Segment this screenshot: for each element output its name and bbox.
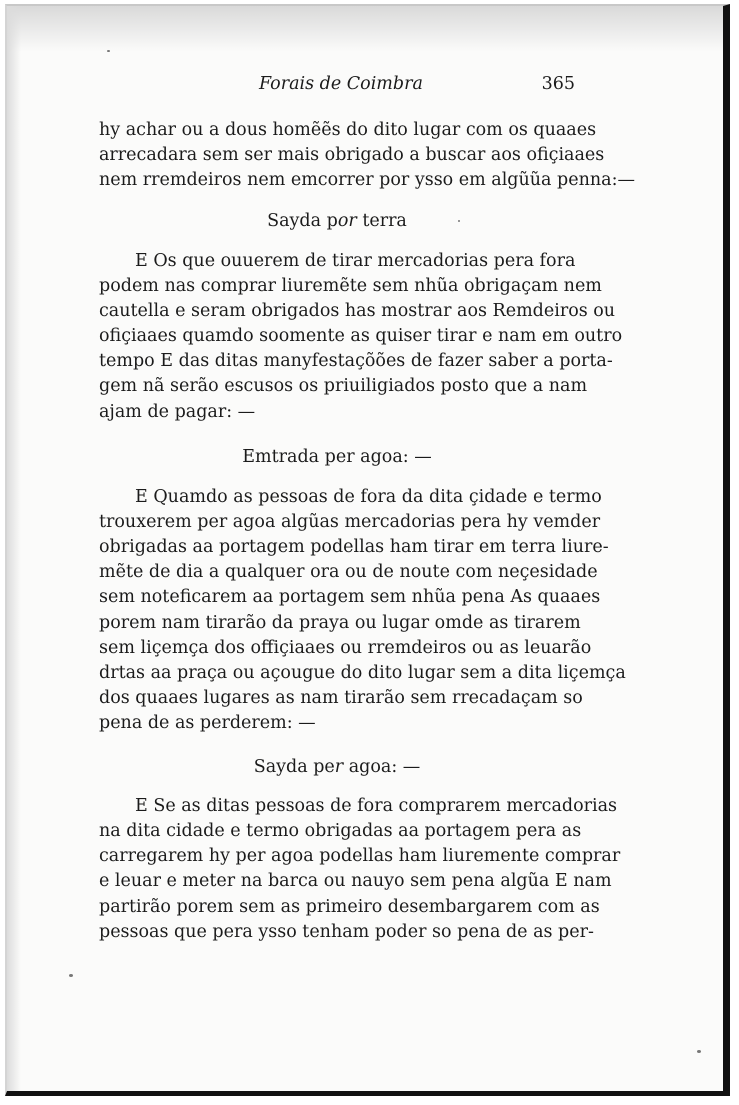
text-line: e leuar e meter na barca ou nauyo sem pena algũa E nam	[99, 871, 612, 891]
text-line: hy achar ou a dous homẽẽs do dito lugar com os quaaes	[99, 120, 597, 140]
text-line: nem rremdeiros nem emcorrer por ysso em algũũa penna:—	[99, 170, 635, 190]
text-line: dos quaaes lugares as nam tirarão sem rrecadaçam so	[99, 688, 583, 708]
heading-italic-text: or	[337, 211, 357, 231]
text-line: gem nã serão escusos os priuiligiados posto que a nam	[99, 376, 588, 396]
text-line: partirão porem sem as primeiro desembargarem com as	[99, 897, 600, 917]
section-heading	[99, 211, 575, 231]
heading-italic-text: r	[334, 757, 344, 777]
running-title: Forais de Coimbra	[259, 74, 423, 94]
scan-shadow-left	[7, 6, 21, 1091]
text-line: ajam de pagar: —	[99, 402, 256, 422]
text-line: mẽte de dia a qualquer ora ou de noute com neçesidade	[99, 562, 598, 582]
heading-text: Sayda p	[267, 211, 338, 231]
text-line: E Quamdo as pessoas de fora da dita çidade e termo	[135, 487, 602, 507]
text-line: carregarem hy per agoa podellas ham liuremente comprar	[99, 846, 621, 866]
heading-text: Sayda pe	[253, 757, 335, 777]
text-line: porem nam tirarão da praya ou lugar omde as tirarem	[99, 613, 581, 633]
scan-speck	[107, 50, 110, 52]
scan-speck	[697, 1050, 701, 1053]
section-heading: Emtrada per agoa: —	[242, 447, 432, 467]
text-line: trouxerem per agoa algũas mercadorias pera hy vemder	[99, 512, 601, 532]
scan-shadow-top	[7, 6, 723, 52]
section-heading	[99, 757, 575, 777]
text-line: sem noteficarem aa portagem sem nhũa pena As quaaes	[99, 587, 601, 607]
heading-text: terra	[356, 211, 407, 231]
text-line: na dita cidade e termo obrigadas aa portagem pera as	[99, 821, 582, 841]
text-line: tempo E das ditas manyfestaçõões de fazer saber a porta-	[99, 351, 613, 371]
text-line: podem nas comprar liuremẽte sem nhũa obrigaçam nem	[99, 276, 602, 296]
text-line: obrigadas aa portagem podellas ham tirar em terra liure-	[99, 537, 609, 557]
scan-speck	[69, 974, 73, 977]
page-number: 365	[541, 74, 575, 94]
text-line: drtas aa praça ou açougue do dito lugar sem a dita liçemça	[99, 663, 626, 683]
text-line: sem liçemça dos offiçiaaes ou rremdeiros ou as leuarão	[99, 638, 592, 658]
text-line: E Se as ditas pessoas de fora comprarem mercadorias	[135, 796, 618, 816]
text-line: pena de as perderem: —	[99, 713, 316, 733]
heading-text: agoa: —	[343, 757, 421, 777]
text-line: arrecadara sem ser mais obrigado a buscar aos ofiçiaaes	[99, 145, 605, 165]
text-line: E Os que ouuerem de tirar mercadorias pera fora	[135, 251, 576, 271]
text-line: cautella e seram obrigados has mostrar aos Remdeiros ou	[99, 301, 616, 321]
text-line: pessoas que pera ysso tenham poder so pena de as per-	[99, 922, 594, 942]
text-line: ofiçiaaes quamdo soomente as quiser tirar e nam em outro	[99, 326, 623, 346]
